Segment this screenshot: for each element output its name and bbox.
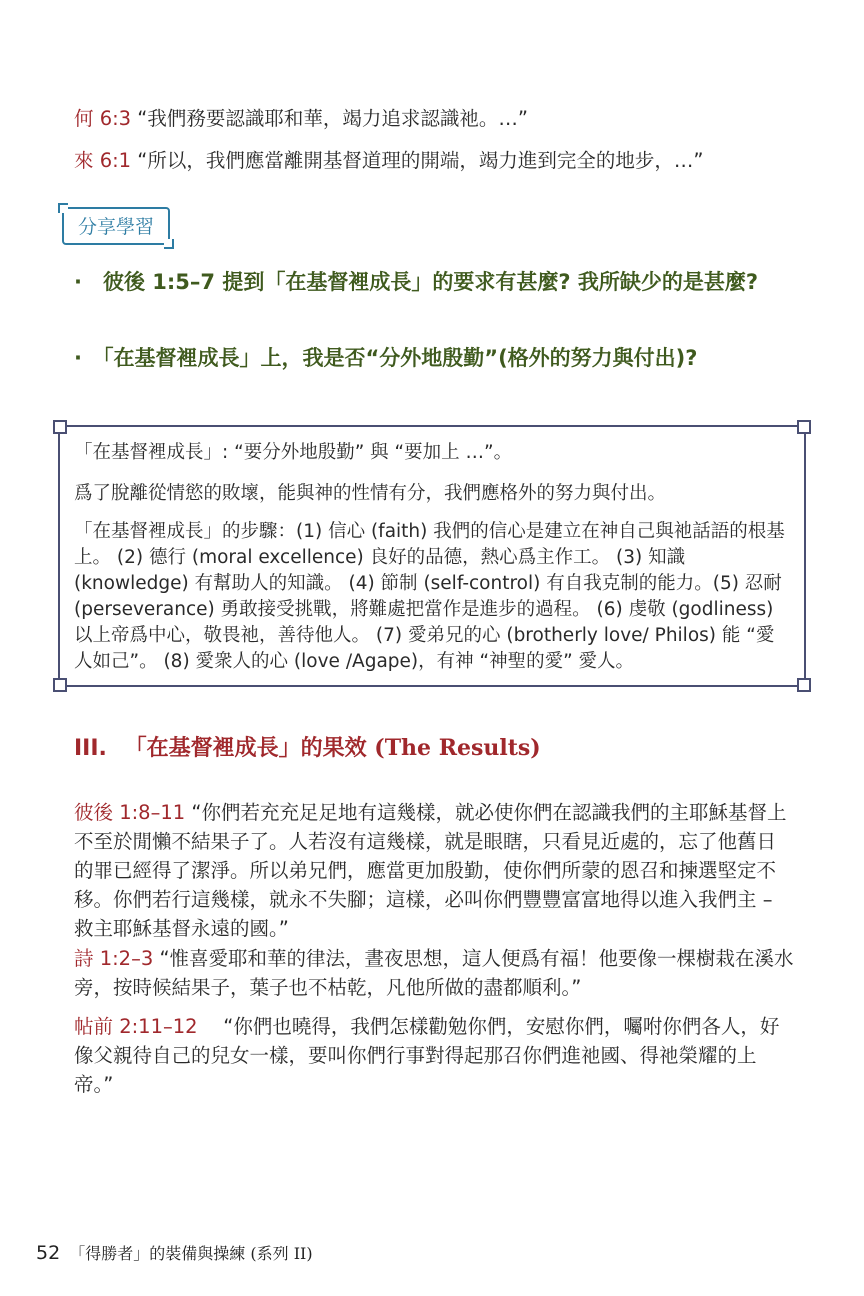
verse-ref: 彼後 1:8–11 [74,801,186,824]
box-line-2: 爲了脫離從情慾的敗壞，能與神的性情有分，我們應格外的努力與付出。 [74,483,667,504]
verse-2peter [74,798,794,943]
verse-text: “你們也曉得，我們怎樣勸勉你們，安慰你們，囑咐你們各人，好像父親待自己的兒女一樣，要叫你們行事對得起那召你們進祂國、得祂榮耀的上帝。” [74,1015,780,1096]
verse-text: “我們務要認識耶和華，竭力追求認識祂。…” [137,107,529,130]
verse-ref: 來 6:1 [74,149,132,172]
question-2: · 「在基督裡成長」上，我是否“分外地殷勤”(格外的努力與付出)? [74,346,698,370]
box-steps: 「在基督裡成長」的步驟：(1) 信心 (faith) 我們的信心是建立在神自己與祂話語的根基上。 (2) 德行 (moral excellence) 良好的品德，熱心爲主作工。 (3) 知識 (knowledge) 有幫助人的知識。 (4) 節制 (self-control) 有自我克制的能力。(5) 忍耐 (perseverance) 勇敢接受挑戰，將難處把當作是進步的過程。 (6) 虔敬 (godliness) 以上帝爲中心，敬畏祂，善待他人。 (7) 愛弟兄的心 (brotherly love/ Philos) 能 “愛人如己”。 (8) 愛衆人的心 (love /Agape)，有神 “神聖的愛” 愛人。 [74,521,785,672]
verse-1thess [74,1012,794,1099]
summary-box [58,425,806,687]
share-learning-tag: 分享學習 [62,207,170,245]
book-title: 「得勝者」的裝備與操練 (系列 II) [69,1244,313,1263]
question-1: · 彼後 1:5–7 提到「在基督裡成長」的要求有甚麼? 我所缺少的是甚麼? [74,270,759,294]
verse-hosea [74,104,794,133]
box-corner [53,420,67,434]
box-corner [797,420,811,434]
verse-psalm [74,944,794,1002]
verse-ref: 詩 1:2–3 [74,947,154,970]
verse-text: “惟喜愛耶和華的律法，晝夜思想，這人便爲有福！他要像一棵樹栽在溪水旁，按時候結果子，葉子也不枯乾，凡他所做的盡都順利。” [74,947,794,999]
box-line-1: 「在基督裡成長」: “要分外地殷勤” 與 “要加上 …”。 [74,442,513,463]
section-heading [74,731,541,762]
verse-hebrews [74,146,794,175]
box-corner [797,678,811,692]
box-corner [53,678,67,692]
page-number: 52 [36,1242,61,1264]
verse-text: “你們若充充足足地有這幾樣，就必使你們在認識我們的主耶穌基督上不至於閒懶不結果子了。人若沒有這幾樣，就是眼瞎，只看見近處的，忘了他舊日的罪已經得了潔淨。所以弟兄們，應當更加殷勤，使你們所蒙的恩召和揀選堅定不移。你們若行這幾樣，就永不失腳；這樣，必叫你們豐豐富富地得以進入我們主 – 救主耶穌基督永遠的國。” [74,801,787,940]
verse-text: “所以，我們應當離開基督道理的開端，竭力進到完全的地步，…” [137,149,704,172]
verse-ref: 何 6:3 [74,107,132,130]
section-number: III. [74,736,107,761]
verse-ref: 帖前 2:11–12 [74,1015,198,1038]
section-title-en: (The Results) [374,735,541,761]
section-title: 「在基督裡成長」的果效 [124,736,367,761]
page-footer [36,1241,313,1264]
